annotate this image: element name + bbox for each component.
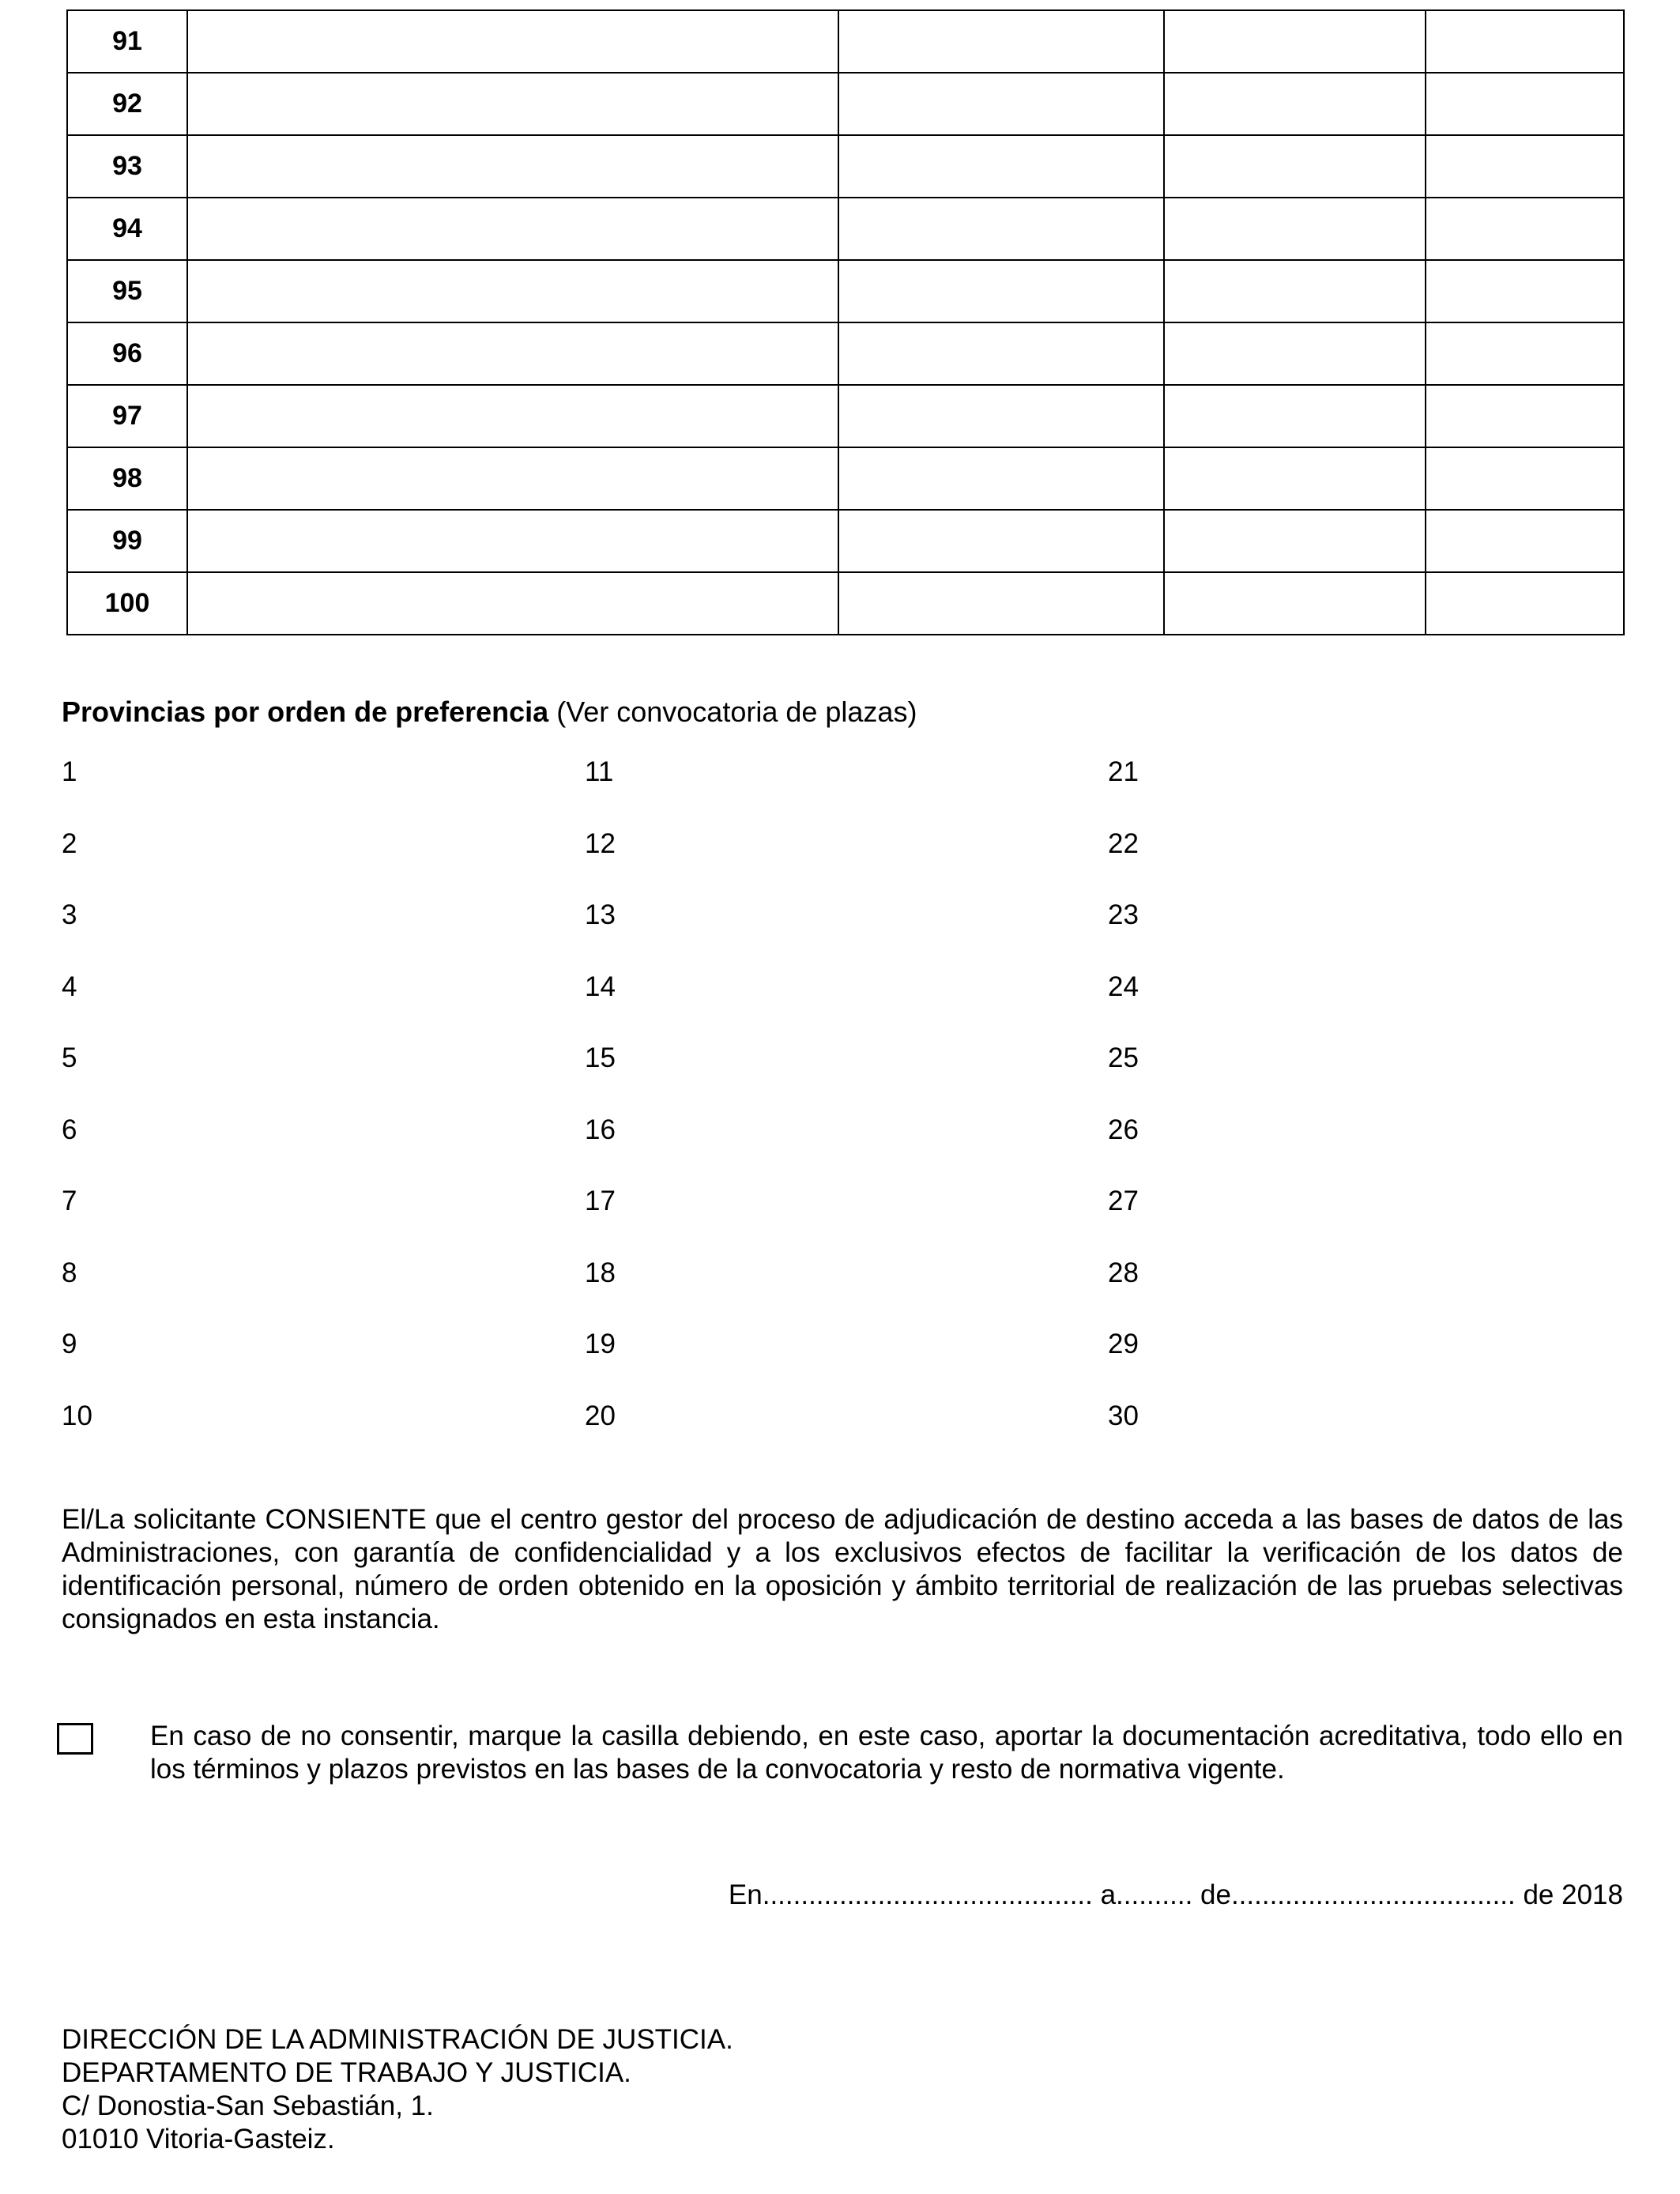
- input-cell[interactable]: [1426, 260, 1624, 322]
- input-cell[interactable]: [838, 135, 1164, 198]
- input-cell[interactable]: [187, 447, 838, 510]
- province-slot[interactable]: 27: [1108, 1186, 1139, 1216]
- row-number: 99: [67, 510, 187, 572]
- province-slot[interactable]: 15: [585, 1042, 616, 1073]
- input-cell[interactable]: [1164, 260, 1426, 322]
- province-slot[interactable]: 1: [62, 756, 77, 787]
- input-cell[interactable]: [187, 385, 838, 447]
- input-cell[interactable]: [1426, 447, 1624, 510]
- province-slot[interactable]: 10: [62, 1400, 92, 1431]
- province-slot[interactable]: 29: [1108, 1329, 1139, 1359]
- input-cell[interactable]: [1164, 572, 1426, 635]
- province-column-3: [1108, 756, 1139, 1472]
- input-cell[interactable]: [1164, 135, 1426, 198]
- address-block: [62, 2023, 733, 2156]
- input-cell[interactable]: [187, 322, 838, 385]
- row-number: 92: [67, 73, 187, 135]
- province-slot[interactable]: 7: [62, 1186, 77, 1216]
- province-slot[interactable]: 12: [585, 827, 616, 859]
- input-cell[interactable]: [187, 73, 838, 135]
- input-cell[interactable]: [1164, 10, 1426, 73]
- input-cell[interactable]: [187, 260, 838, 322]
- provinces-heading-bold: Provincias por orden de preferencia: [62, 696, 549, 728]
- input-cell[interactable]: [1164, 447, 1426, 510]
- row-number: 96: [67, 322, 187, 385]
- row-number: 95: [67, 260, 187, 322]
- province-slot[interactable]: 3: [62, 899, 77, 930]
- province-slot[interactable]: 20: [585, 1400, 616, 1431]
- provinces-heading: [62, 696, 917, 729]
- province-slot[interactable]: 22: [1108, 827, 1139, 859]
- opt-out-text: En caso de no consentir, marque la casilla debiendo, en este caso, aportar la documentación acreditativa, todo ello en los términos y plazos previstos en las bases de la convocatoria y resto de normativa vigente.: [150, 1721, 1623, 1785]
- address-line: DIRECCIÓN DE LA ADMINISTRACIÓN DE JUSTICIA.: [62, 2024, 733, 2055]
- input-cell[interactable]: [1164, 198, 1426, 260]
- province-slot[interactable]: 19: [585, 1329, 616, 1359]
- province-slot[interactable]: 17: [585, 1186, 616, 1216]
- table-row: [67, 135, 1624, 198]
- input-cell[interactable]: [838, 447, 1164, 510]
- row-number: 98: [67, 447, 187, 510]
- consent-paragraph: El/La solicitante CONSIENTE que el centro gestor del proceso de adjudicación de destino acceda a las bases de datos de las Administraciones, con garantía de confidencialidad y a los exclusivos efectos de facilitar la verificación de los datos de identificación personal, número de orden obtenido en la oposición y ámbito territorial de realización de las pruebas selectivas consignados en esta instancia.: [62, 1504, 1623, 1634]
- province-slot[interactable]: 24: [1108, 971, 1139, 1002]
- input-cell[interactable]: [838, 10, 1164, 73]
- input-cell[interactable]: [838, 572, 1164, 635]
- input-cell[interactable]: [838, 198, 1164, 260]
- provinces-heading-note: (Ver convocatoria de plazas): [548, 696, 917, 728]
- input-cell[interactable]: [1426, 73, 1624, 135]
- input-cell[interactable]: [1426, 10, 1624, 73]
- input-cell[interactable]: [187, 135, 838, 198]
- input-cell[interactable]: [838, 322, 1164, 385]
- signature-date-line: En........................................... a.......... de..................................... de 2018: [728, 1879, 1623, 1910]
- table-row: [67, 447, 1624, 510]
- address-line: C/ Donostia-San Sebastián, 1.: [62, 2090, 434, 2121]
- input-cell[interactable]: [187, 572, 838, 635]
- input-cell[interactable]: [838, 385, 1164, 447]
- input-cell[interactable]: [1164, 73, 1426, 135]
- row-number: 97: [67, 385, 187, 447]
- input-cell[interactable]: [1426, 572, 1624, 635]
- province-slot[interactable]: 6: [62, 1114, 77, 1145]
- input-cell[interactable]: [1164, 510, 1426, 572]
- province-slot[interactable]: 16: [585, 1114, 616, 1145]
- table-row: [67, 198, 1624, 260]
- address-line: 01010 Vitoria-Gasteiz.: [62, 2124, 335, 2154]
- input-cell[interactable]: [187, 198, 838, 260]
- province-slot[interactable]: 9: [62, 1329, 77, 1359]
- province-column-1: [62, 756, 92, 1472]
- table-row: [67, 322, 1624, 385]
- province-slot[interactable]: 4: [62, 971, 77, 1002]
- input-cell[interactable]: [1164, 385, 1426, 447]
- table-row: [67, 260, 1624, 322]
- province-slot[interactable]: 13: [585, 899, 616, 930]
- province-slot[interactable]: 2: [62, 827, 77, 859]
- input-cell[interactable]: [1426, 510, 1624, 572]
- input-cell[interactable]: [838, 260, 1164, 322]
- table-body: [67, 10, 1624, 635]
- row-number: 93: [67, 135, 187, 198]
- province-slot[interactable]: 26: [1108, 1114, 1139, 1145]
- row-number: 100: [67, 572, 187, 635]
- input-cell[interactable]: [1426, 385, 1624, 447]
- input-cell[interactable]: [838, 73, 1164, 135]
- opt-out-checkbox[interactable]: [57, 1723, 93, 1755]
- row-number: 94: [67, 198, 187, 260]
- province-slot[interactable]: 30: [1108, 1400, 1139, 1431]
- province-slot[interactable]: 21: [1108, 756, 1139, 787]
- input-cell[interactable]: [1426, 322, 1624, 385]
- province-slot[interactable]: 8: [62, 1257, 77, 1288]
- table-row: [67, 385, 1624, 447]
- province-slot[interactable]: 5: [62, 1042, 77, 1073]
- input-cell[interactable]: [1164, 322, 1426, 385]
- input-cell[interactable]: [1426, 135, 1624, 198]
- table-row: [67, 73, 1624, 135]
- preference-table: [66, 9, 1625, 635]
- input-cell[interactable]: [187, 10, 838, 73]
- province-slot[interactable]: 18: [585, 1257, 616, 1288]
- province-column-2: [585, 756, 616, 1472]
- province-slot[interactable]: 11: [585, 756, 614, 787]
- input-cell[interactable]: [1426, 198, 1624, 260]
- row-number: 91: [67, 10, 187, 73]
- input-cell[interactable]: [838, 510, 1164, 572]
- table-row: [67, 510, 1624, 572]
- table-row: [67, 10, 1624, 73]
- table-row: [67, 572, 1624, 635]
- input-cell[interactable]: [187, 510, 838, 572]
- address-line: DEPARTAMENTO DE TRABAJO Y JUSTICIA.: [62, 2057, 631, 2088]
- province-slot[interactable]: 28: [1108, 1257, 1139, 1288]
- province-slot[interactable]: 25: [1108, 1042, 1139, 1073]
- province-slot[interactable]: 23: [1108, 899, 1139, 930]
- province-slot[interactable]: 14: [585, 971, 616, 1002]
